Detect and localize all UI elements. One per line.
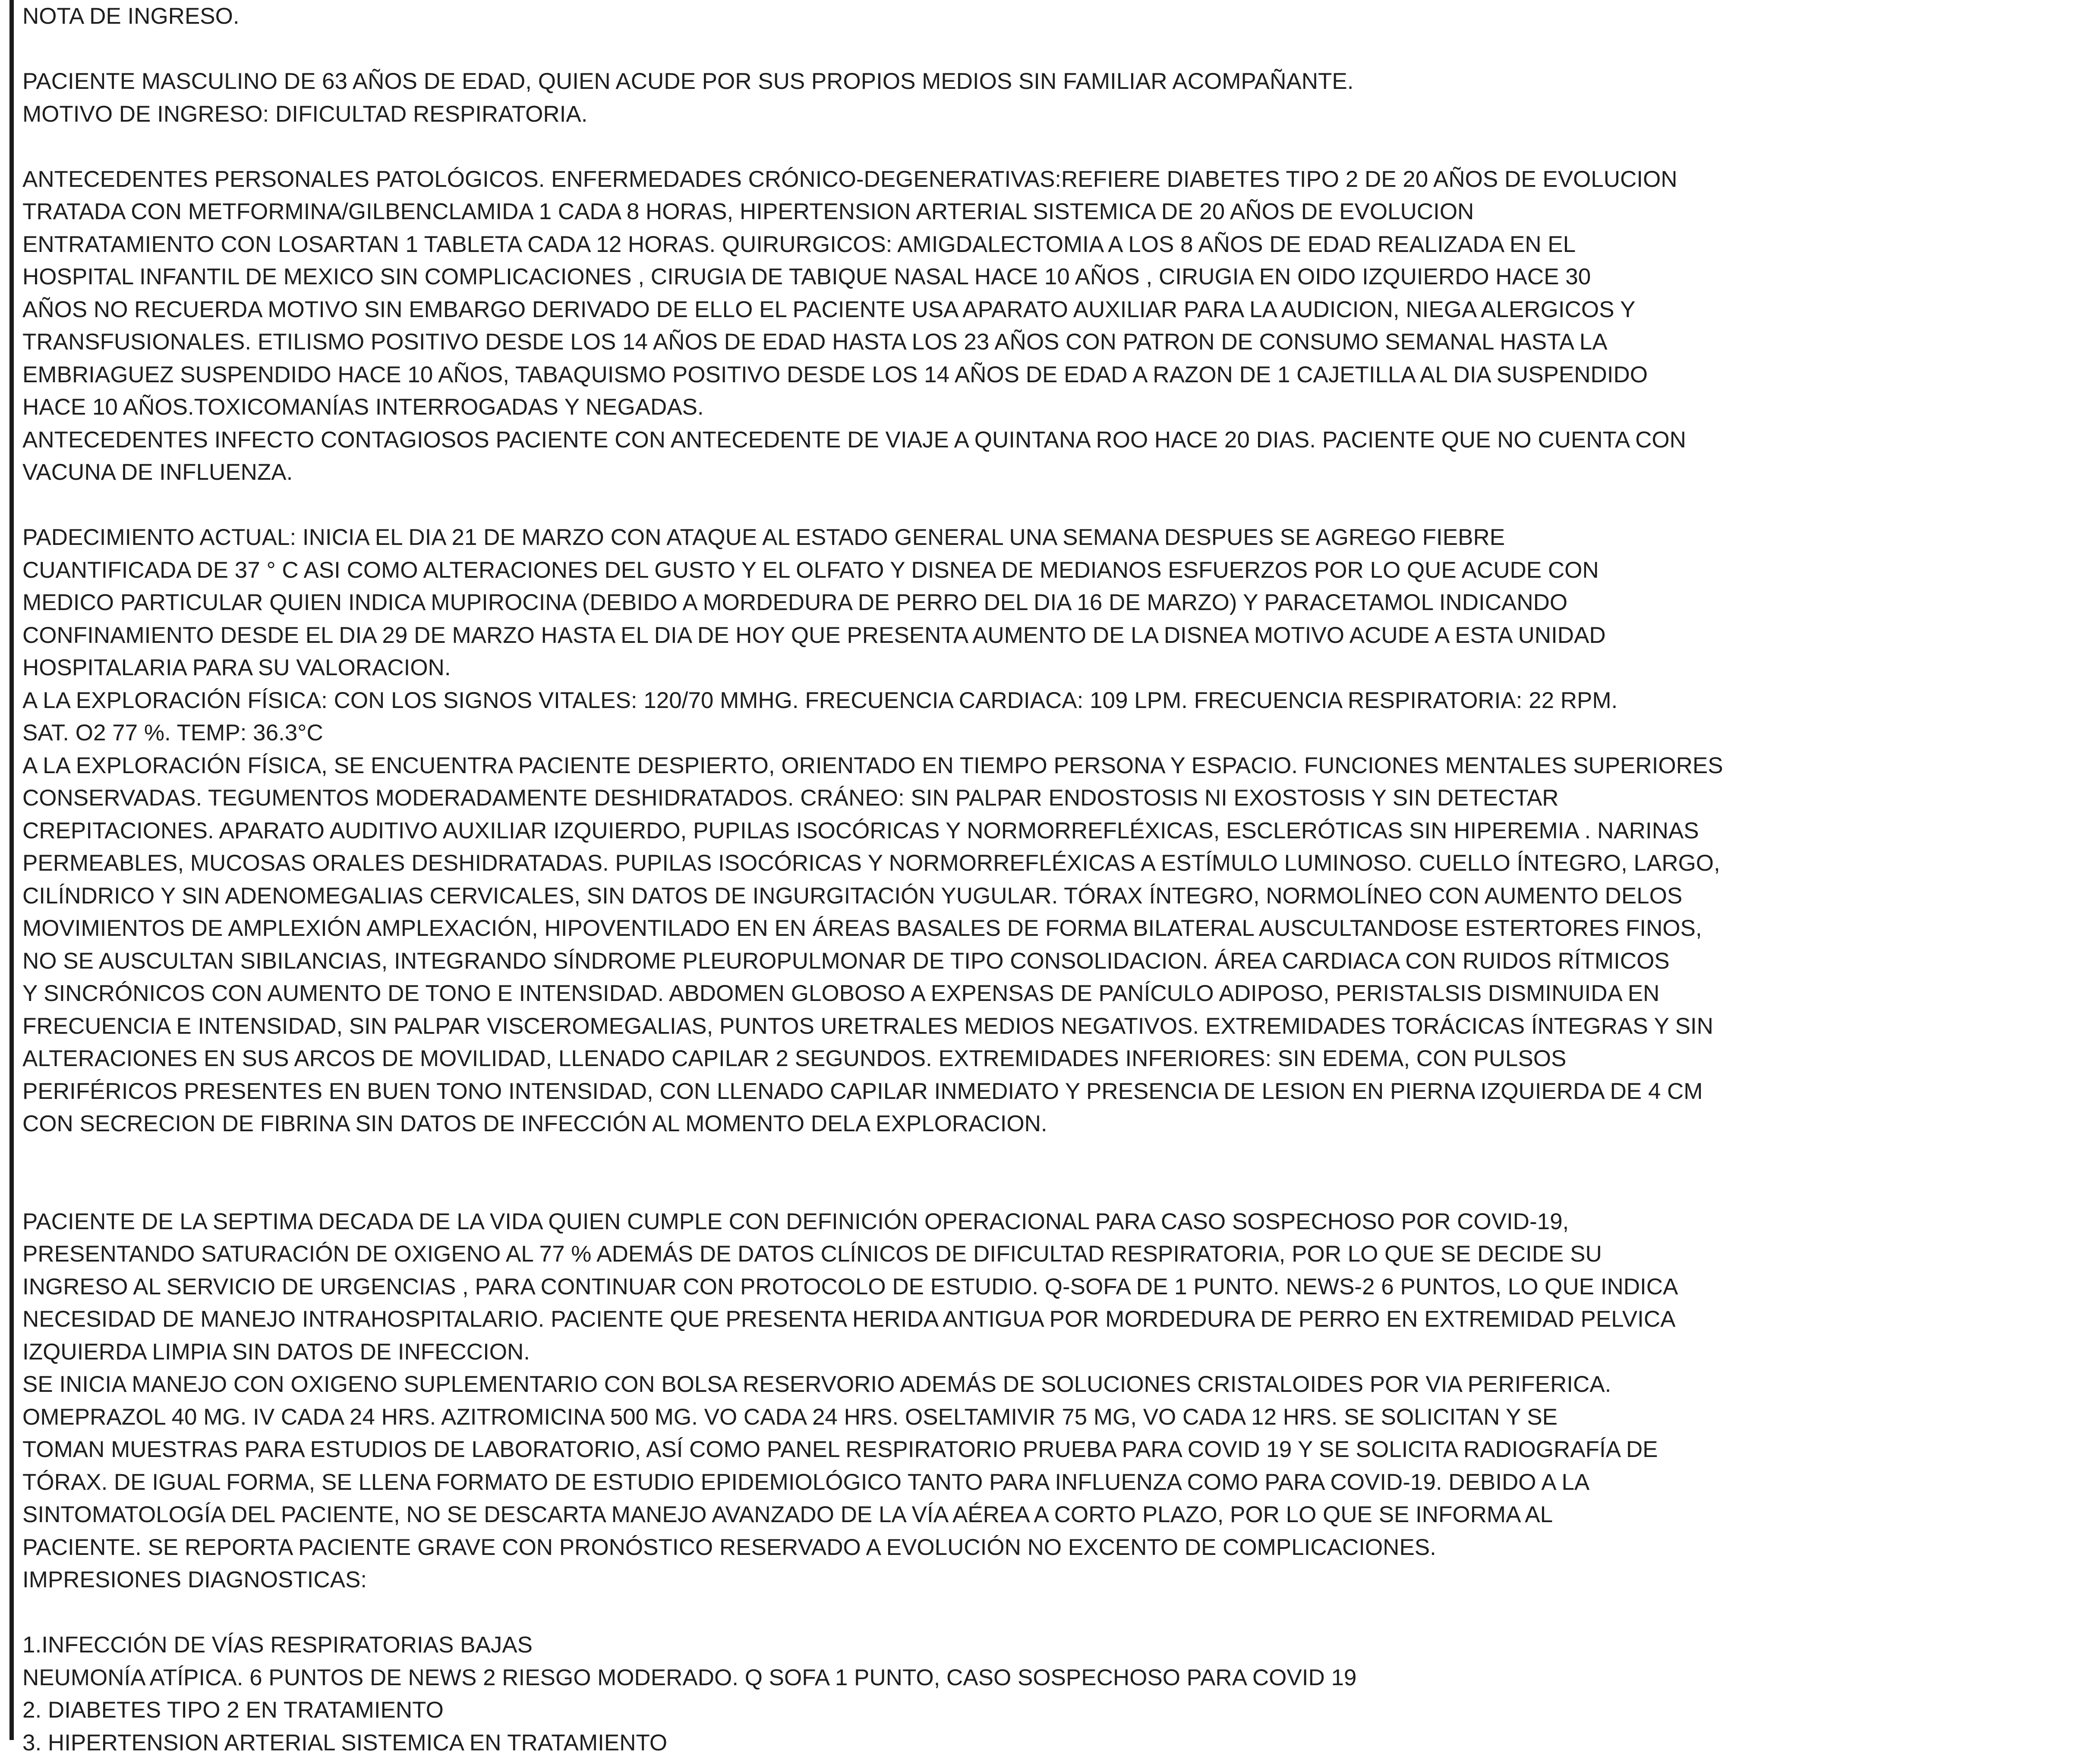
- text-line: VACUNA DE INFLUENZA.: [22, 456, 2090, 489]
- text-line: PACIENTE DE LA SEPTIMA DECADA DE LA VIDA QUIEN CUMPLE CON DEFINICIÓN OPERACIONAL PARA CASO SOSPECHOSO POR COVID-19,: [22, 1205, 2090, 1238]
- padecimiento-section: [22, 521, 2090, 1140]
- text-line: SINTOMATOLOGÍA DEL PACIENTE, NO SE DESCARTA MANEJO AVANZADO DE LA VÍA AÉREA A CORTO PLAZO, POR LO QUE SE INFORMA AL: [22, 1498, 2090, 1531]
- page-left-border: [9, 0, 14, 1740]
- text-line: PRESENTANDO SATURACIÓN DE OXIGENO AL 77 % ADEMÁS DE DATOS CLÍNICOS DE DIFICULTAD RESPIRATORIA, POR LO QUE SE DECIDE SU: [22, 1238, 2090, 1271]
- text-line: IZQUIERDA LIMPIA SIN DATOS DE INFECCION.: [22, 1336, 2090, 1369]
- analisis-section: [22, 1205, 2090, 1596]
- text-line: CILÍNDRICO Y SIN ADENOMEGALIAS CERVICALES, SIN DATOS DE INGURGITACIÓN YUGULAR. TÓRAX ÍNTEGRO, NORMOLÍNEO CON AUMENTO DELOS: [22, 880, 2090, 913]
- text-line: ANTECEDENTES INFECTO CONTAGIOSOS PACIENTE CON ANTECEDENTE DE VIAJE A QUINTANA ROO HACE 20 DIAS. PACIENTE QUE NO CUENTA CON: [22, 424, 2090, 456]
- text-line: CONFINAMIENTO DESDE EL DIA 29 DE MARZO HASTA EL DIA DE HOY QUE PRESENTA AUMENTO DE LA DISNEA MOTIVO ACUDE A ESTA UNIDAD: [22, 619, 2090, 652]
- blank-line: [22, 1596, 2090, 1629]
- text-line: MOTIVO DE INGRESO: DIFICULTAD RESPIRATORIA.: [22, 98, 2090, 131]
- text-line: HOSPITALARIA PARA SU VALORACION.: [22, 651, 2090, 684]
- text-line: HOSPITAL INFANTIL DE MEXICO SIN COMPLICACIONES , CIRUGIA DE TABIQUE NASAL HACE 10 AÑOS , CIRUGIA EN OIDO IZQUIERDO HACE 30: [22, 261, 2090, 293]
- text-line: INGRESO AL SERVICIO DE URGENCIAS , PARA CONTINUAR CON PROTOCOLO DE ESTUDIO. Q-SOFA DE 1 PUNTO. NEWS-2 6 PUNTOS, LO QUE INDICA: [22, 1271, 2090, 1303]
- text-line: NECESIDAD DE MANEJO INTRAHOSPITALARIO. PACIENTE QUE PRESENTA HERIDA ANTIGUA POR MORDEDURA DE PERRO EN EXTREMIDAD PELVICA: [22, 1303, 2090, 1336]
- text-line: TRANSFUSIONALES. ETILISMO POSITIVO DESDE LOS 14 AÑOS DE EDAD HASTA LOS 23 AÑOS CON PATRON DE CONSUMO SEMANAL HASTA LA: [22, 326, 2090, 359]
- diagnosis-item: 2. DIABETES TIPO 2 EN TRATAMIENTO: [22, 1694, 2090, 1727]
- diagnostic-heading: IMPRESIONES DIAGNOSTICAS:: [22, 1564, 2090, 1596]
- note-title: NOTA DE INGRESO.: [22, 0, 2090, 33]
- text-line: NO SE AUSCULTAN SIBILANCIAS, INTEGRANDO SÍNDROME PLEUROPULMONAR DE TIPO CONSOLIDACION. ÁREA CARDIACA CON RUIDOS RÍTMICOS: [22, 945, 2090, 978]
- text-line: HACE 10 AÑOS.TOXICOMANÍAS INTERROGADAS Y NEGADAS.: [22, 391, 2090, 424]
- admission-note: [22, 0, 2090, 1759]
- blank-line: [22, 489, 2090, 522]
- text-line: PACIENTE MASCULINO DE 63 AÑOS DE EDAD, QUIEN ACUDE POR SUS PROPIOS MEDIOS SIN FAMILIAR ACOMPAÑANTE.: [22, 65, 2090, 98]
- intro-section: [22, 65, 2090, 130]
- text-line: Y SINCRÓNICOS CON AUMENTO DE TONO E INTENSIDAD. ABDOMEN GLOBOSO A EXPENSAS DE PANÍCULO ADIPOSO, PERISTALSIS DISMINUIDA EN: [22, 977, 2090, 1010]
- text-line: OMEPRAZOL 40 MG. IV CADA 24 HRS. AZITROMICINA 500 MG. VO CADA 24 HRS. OSELTAMIVIR 75 MG, VO CADA 12 HRS. SE SOLICITAN Y SE: [22, 1401, 2090, 1434]
- text-line: A LA EXPLORACIÓN FÍSICA: CON LOS SIGNOS VITALES: 120/70 MMHG. FRECUENCIA CARDIACA: 109 LPM. FRECUENCIA RESPIRATORIA: 22 RPM.: [22, 684, 2090, 717]
- diagnosticos-section: [22, 1629, 2090, 1759]
- text-line: ANTECEDENTES PERSONALES PATOLÓGICOS. ENFERMEDADES CRÓNICO-DEGENERATIVAS:REFIERE DIABETES TIPO 2 DE 20 AÑOS DE EVOLUCION: [22, 163, 2090, 196]
- diagnosis-item: 3. HIPERTENSION ARTERIAL SISTEMICA EN TRATAMIENTO: [22, 1727, 2090, 1759]
- text-line: ENTRATAMIENTO CON LOSARTAN 1 TABLETA CADA 12 HORAS. QUIRURGICOS: AMIGDALECTOMIA A LOS 8 AÑOS DE EDAD REALIZADA EN EL: [22, 228, 2090, 261]
- diagnosis-item: 1.INFECCIÓN DE VÍAS RESPIRATORIAS BAJAS: [22, 1629, 2090, 1661]
- text-line: TÓRAX. DE IGUAL FORMA, SE LLENA FORMATO DE ESTUDIO EPIDEMIOLÓGICO TANTO PARA INFLUENZA COMO PARA COVID-19. DEBIDO A LA: [22, 1466, 2090, 1499]
- text-line: CUANTIFICADA DE 37 ° C ASI COMO ALTERACIONES DEL GUSTO Y EL OLFATO Y DISNEA DE MEDIANOS ESFUERZOS POR LO QUE ACUDE CON: [22, 554, 2090, 587]
- text-line: CON SECRECION DE FIBRINA SIN DATOS DE INFECCIÓN AL MOMENTO DELA EXPLORACION.: [22, 1108, 2090, 1140]
- blank-line: [22, 33, 2090, 66]
- text-line: SAT. O2 77 %. TEMP: 36.3°C: [22, 717, 2090, 749]
- text-line: FRECUENCIA E INTENSIDAD, SIN PALPAR VISCEROMEGALIAS, PUNTOS URETRALES MEDIOS NEGATIVOS. EXTREMIDADES TORÁCICAS ÍNTEGRAS Y SIN: [22, 1010, 2090, 1043]
- text-line: EMBRIAGUEZ SUSPENDIDO HACE 10 AÑOS, TABAQUISMO POSITIVO DESDE LOS 14 AÑOS DE EDAD A RAZON DE 1 CAJETILLA AL DIA SUSPENDIDO: [22, 359, 2090, 391]
- blank-line: [22, 1173, 2090, 1205]
- text-line: SE INICIA MANEJO CON OXIGENO SUPLEMENTARIO CON BOLSA RESERVORIO ADEMÁS DE SOLUCIONES CRISTALOIDES POR VIA PERIFERICA.: [22, 1368, 2090, 1401]
- blank-line: [22, 1140, 2090, 1173]
- text-line: PACIENTE. SE REPORTA PACIENTE GRAVE CON PRONÓSTICO RESERVADO A EVOLUCIÓN NO EXCENTO DE COMPLICACIONES.: [22, 1531, 2090, 1564]
- text-line: AÑOS NO RECUERDA MOTIVO SIN EMBARGO DERIVADO DE ELLO EL PACIENTE USA APARATO AUXILIAR PARA LA AUDICION, NIEGA ALERGICOS Y: [22, 293, 2090, 326]
- text-line: ALTERACIONES EN SUS ARCOS DE MOVILIDAD, LLENADO CAPILAR 2 SEGUNDOS. EXTREMIDADES INFERIORES: SIN EDEMA, CON PULSOS: [22, 1042, 2090, 1075]
- text-line: PADECIMIENTO ACTUAL: INICIA EL DIA 21 DE MARZO CON ATAQUE AL ESTADO GENERAL UNA SEMANA DESPUES SE AGREGO FIEBRE: [22, 521, 2090, 554]
- text-line: PERIFÉRICOS PRESENTES EN BUEN TONO INTENSIDAD, CON LLENADO CAPILAR INMEDIATO Y PRESENCIA DE LESION EN PIERNA IZQUIERDA DE 4 CM: [22, 1075, 2090, 1108]
- text-line: MOVIMIENTOS DE AMPLEXIÓN AMPLEXACIÓN, HIPOVENTILADO EN EN ÁREAS BASALES DE FORMA BILATERAL AUSCULTANDOSE ESTERTORES FINOS,: [22, 912, 2090, 945]
- text-line: PERMEABLES, MUCOSAS ORALES DESHIDRATADAS. PUPILAS ISOCÓRICAS Y NORMORREFLÉXICAS A ESTÍMULO LUMINOSO. CUELLO ÍNTEGRO, LARGO,: [22, 847, 2090, 880]
- text-line: CREPITACIONES. APARATO AUDITIVO AUXILIAR IZQUIERDO, PUPILAS ISOCÓRICAS Y NORMORREFLÉXICAS, ESCLERÓTICAS SIN HIPEREMIA . NARINAS: [22, 815, 2090, 847]
- text-line: MEDICO PARTICULAR QUIEN INDICA MUPIROCINA (DEBIDO A MORDEDURA DE PERRO DEL DIA 16 DE MARZO) Y PARACETAMOL INDICANDO: [22, 586, 2090, 619]
- text-line: TOMAN MUESTRAS PARA ESTUDIOS DE LABORATORIO, ASÍ COMO PANEL RESPIRATORIO PRUEBA PARA COVID 19 Y SE SOLICITA RADIOGRAFÍA DE: [22, 1433, 2090, 1466]
- text-line: A LA EXPLORACIÓN FÍSICA, SE ENCUENTRA PACIENTE DESPIERTO, ORIENTADO EN TIEMPO PERSONA Y ESPACIO. FUNCIONES MENTALES SUPERIORES: [22, 749, 2090, 782]
- diagnosis-item: NEUMONÍA ATÍPICA. 6 PUNTOS DE NEWS 2 RIESGO MODERADO. Q SOFA 1 PUNTO, CASO SOSPECHOSO PARA COVID 19: [22, 1661, 2090, 1694]
- text-line: CONSERVADAS. TEGUMENTOS MODERADAMENTE DESHIDRATADOS. CRÁNEO: SIN PALPAR ENDOSTOSIS NI EXOSTOSIS Y SIN DETECTAR: [22, 782, 2090, 815]
- antecedentes-section: [22, 163, 2090, 489]
- blank-line: [22, 130, 2090, 163]
- text-line: TRATADA CON METFORMINA/GILBENCLAMIDA 1 CADA 8 HORAS, HIPERTENSION ARTERIAL SISTEMICA DE 20 AÑOS DE EVOLUCION: [22, 195, 2090, 228]
